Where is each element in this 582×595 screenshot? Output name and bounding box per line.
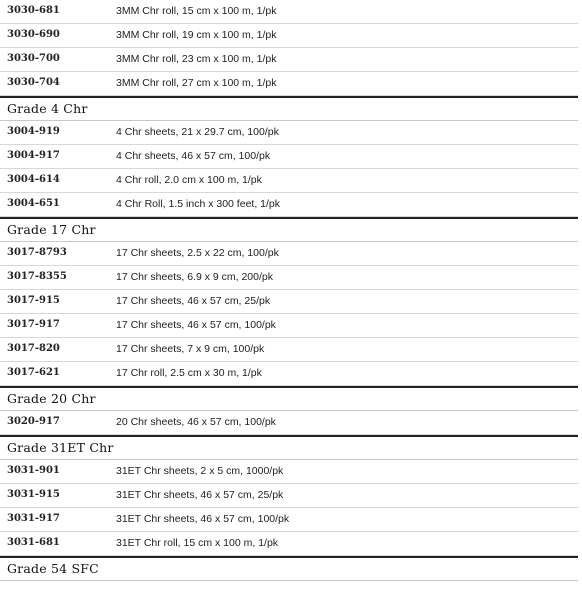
product-row <box>0 242 578 266</box>
product-description: 3MM Chr roll, 19 cm x 100 m, 1/pk <box>116 29 277 41</box>
product-row <box>0 508 578 532</box>
product-row <box>0 121 578 145</box>
product-code: 3030-704 <box>7 77 60 88</box>
product-code: 3020-917 <box>7 416 60 427</box>
product-description: 4 Chr sheets, 46 x 57 cm, 100/pk <box>116 150 271 162</box>
product-description: 3MM Chr roll, 23 cm x 100 m, 1/pk <box>116 53 277 65</box>
product-code: 3004-919 <box>7 126 60 137</box>
product-row <box>0 72 578 96</box>
product-description: 17 Chr sheets, 46 x 57 cm, 100/pk <box>116 319 276 331</box>
grade-section-header <box>0 386 578 411</box>
grade-section-header <box>0 96 578 121</box>
product-row <box>0 169 578 193</box>
product-description: 17 Chr sheets, 7 x 9 cm, 100/pk <box>116 343 265 355</box>
product-code: 3030-690 <box>7 29 60 40</box>
product-code: 3031-917 <box>7 513 60 524</box>
grade-section-title: Grade 20 Chr <box>7 391 96 406</box>
product-description: 4 Chr roll, 2.0 cm x 100 m, 1/pk <box>116 174 262 186</box>
product-code: 3004-614 <box>7 174 60 185</box>
product-row <box>0 145 578 169</box>
product-code: 3017-621 <box>7 367 60 378</box>
product-row <box>0 314 578 338</box>
product-description: 31ET Chr sheets, 46 x 57 cm, 25/pk <box>116 489 284 501</box>
product-description: 17 Chr sheets, 2.5 x 22 cm, 100/pk <box>116 247 279 259</box>
grade-section-header <box>0 556 578 581</box>
grade-section-header <box>0 435 578 460</box>
product-description: 4 Chr Roll, 1.5 inch x 300 feet, 1/pk <box>116 198 281 210</box>
product-row <box>0 411 578 435</box>
product-code: 3017-8793 <box>7 247 67 258</box>
product-row <box>0 484 578 508</box>
product-code: 3031-915 <box>7 489 60 500</box>
product-code: 3031-681 <box>7 537 60 548</box>
grade-section-title: Grade 17 Chr <box>7 222 96 237</box>
product-description: 3MM Chr roll, 15 cm x 100 m, 1/pk <box>116 5 277 17</box>
product-row <box>0 193 578 217</box>
product-row <box>0 532 578 556</box>
product-row <box>0 0 578 24</box>
product-description: 17 Chr roll, 2.5 cm x 30 m, 1/pk <box>116 367 262 379</box>
product-code: 3017-8355 <box>7 271 67 282</box>
product-row <box>0 48 578 72</box>
grade-section-title: Grade 4 Chr <box>7 101 88 116</box>
product-description: 4 Chr sheets, 21 x 29.7 cm, 100/pk <box>116 126 279 138</box>
grade-section-title: Grade 31ET Chr <box>7 440 114 455</box>
product-description: 20 Chr sheets, 46 x 57 cm, 100/pk <box>116 416 276 428</box>
product-description: 31ET Chr roll, 15 cm x 100 m, 1/pk <box>116 537 279 549</box>
grade-section-header <box>0 217 578 242</box>
product-row <box>0 266 578 290</box>
product-row <box>0 362 578 386</box>
product-code: 3004-651 <box>7 198 60 209</box>
product-code: 3030-700 <box>7 53 60 64</box>
product-description: 17 Chr sheets, 46 x 57 cm, 25/pk <box>116 295 271 307</box>
product-description: 3MM Chr roll, 27 cm x 100 m, 1/pk <box>116 77 277 89</box>
product-description: 31ET Chr sheets, 46 x 57 cm, 100/pk <box>116 513 290 525</box>
product-code: 3004-917 <box>7 150 60 161</box>
product-code: 3017-915 <box>7 295 60 306</box>
product-code: 3017-917 <box>7 319 60 330</box>
product-code: 3030-681 <box>7 5 60 16</box>
product-row <box>0 460 578 484</box>
product-row <box>0 24 578 48</box>
product-description: 31ET Chr sheets, 2 x 5 cm, 1000/pk <box>116 465 284 477</box>
product-code: 3031-901 <box>7 465 60 476</box>
product-code: 3017-820 <box>7 343 60 354</box>
product-description: 17 Chr sheets, 6.9 x 9 cm, 200/pk <box>116 271 273 283</box>
product-row <box>0 338 578 362</box>
product-row <box>0 290 578 314</box>
grade-section-title: Grade 54 SFC <box>7 561 99 576</box>
